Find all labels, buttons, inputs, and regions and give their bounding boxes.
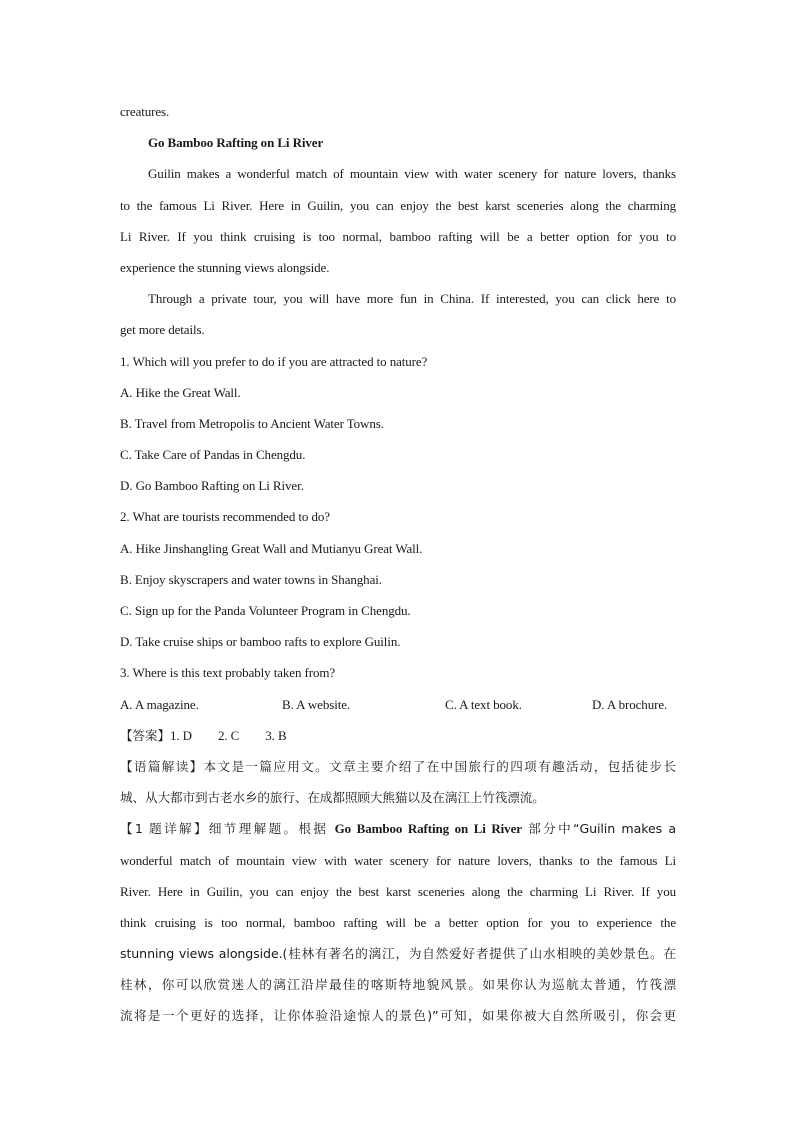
option-d: D. Take cruise ships or bamboo rafts to explore Guilin. xyxy=(120,634,401,650)
answer-line xyxy=(120,720,676,751)
question-1: 1. Which will you prefer to do if you are attracted to nature? xyxy=(120,353,428,369)
paragraph-line: Through a private tour, you will have more fun in China. If interested, you can click here to xyxy=(148,291,676,307)
option-b: B. Travel from Metropolis to Ancient Water Towns. xyxy=(120,415,384,431)
question-3: 3. Where is this text probably taken from? xyxy=(120,665,336,681)
options-row xyxy=(120,689,676,720)
detail-text: 部分中“Guilin makes a xyxy=(521,821,677,837)
answer-label: 【答案】 xyxy=(120,727,170,743)
option-c: C. A text book. xyxy=(445,696,522,712)
option-b: B. A website. xyxy=(282,696,351,712)
section-heading: Go Bamboo Rafting on Li River xyxy=(148,135,324,151)
option-d: D. Go Bamboo Rafting on Li River. xyxy=(120,478,304,494)
detail-line: stunning views alongside.(桂林有著名的漓江，为自然爱好者提供了山水相映的美妙景色。在 xyxy=(120,946,676,962)
detail-line: 流将是一个更好的选择，让你体验沿途惊人的景色)”可知，如果你被大自然所吸引，你会更 xyxy=(120,1008,676,1024)
detail-line: 桂林，你可以欣赏迷人的漓江沿岸最佳的喀斯特地貌风景。如果你认为巡航太普通，竹筏漂 xyxy=(120,977,676,993)
paragraph-line: to the famous Li River. Here in Guilin, you can enjoy the best karst sceneries along the charming xyxy=(120,197,676,213)
answer-2: 2. C xyxy=(217,727,240,743)
answer-1: 1. D xyxy=(169,727,192,743)
question-2: 2. What are tourists recommended to do? xyxy=(120,509,330,525)
answer-3: 3. B xyxy=(265,727,287,743)
option-c: C. Sign up for the Panda Volunteer Program in Chengdu. xyxy=(120,603,411,618)
detail-heading-ref: Go Bamboo Rafting on Li River xyxy=(334,821,522,837)
option-a: A. A magazine. xyxy=(120,696,199,712)
paragraph-line: Guilin makes a wonderful match of mountain view with water scenery for nature lovers, thanks xyxy=(148,166,676,182)
detail-line: wonderful match of mountain view with water scenery for nature lovers, thanks to the famous Li xyxy=(120,852,676,868)
document-page xyxy=(120,96,676,1032)
option-a: A. Hike Jinshangling Great Wall and Mutianyu Great Wall. xyxy=(120,540,423,556)
option-a: A. Hike the Great Wall. xyxy=(120,384,241,400)
detail-line: think cruising is too normal, bamboo rafting will be a better option for you to experience the xyxy=(120,914,676,930)
option-b: B. Enjoy skyscrapers and water towns in Shanghai. xyxy=(120,571,382,587)
paragraph-line: experience the stunning views alongside. xyxy=(120,259,330,275)
detail-line: River. Here in Guilin, you can enjoy the best karst sceneries along the charming Li River. If you xyxy=(120,883,676,899)
option-d: D. A brochure. xyxy=(592,696,668,712)
reading-line: 城、从大都市到古老水乡的旅行、在成都照顾大熊猫以及在漓江上竹筏漂流。 xyxy=(120,790,545,806)
paragraph-line: Li River. If you think cruising is too normal, bamboo rafting will be a better option for you to xyxy=(120,228,676,244)
option-c: C. Take Care of Pandas in Chengdu. xyxy=(120,447,306,463)
detail-line xyxy=(120,813,676,844)
detail-label: 【1 题详解】细节理解题。根据 xyxy=(120,821,335,837)
text-line: creatures. xyxy=(120,104,170,119)
paragraph-line: get more details. xyxy=(120,322,205,338)
reading-line: 【语篇解读】本文是一篇应用文。文章主要介绍了在中国旅行的四项有趣活动，包括徒步长 xyxy=(120,758,676,774)
